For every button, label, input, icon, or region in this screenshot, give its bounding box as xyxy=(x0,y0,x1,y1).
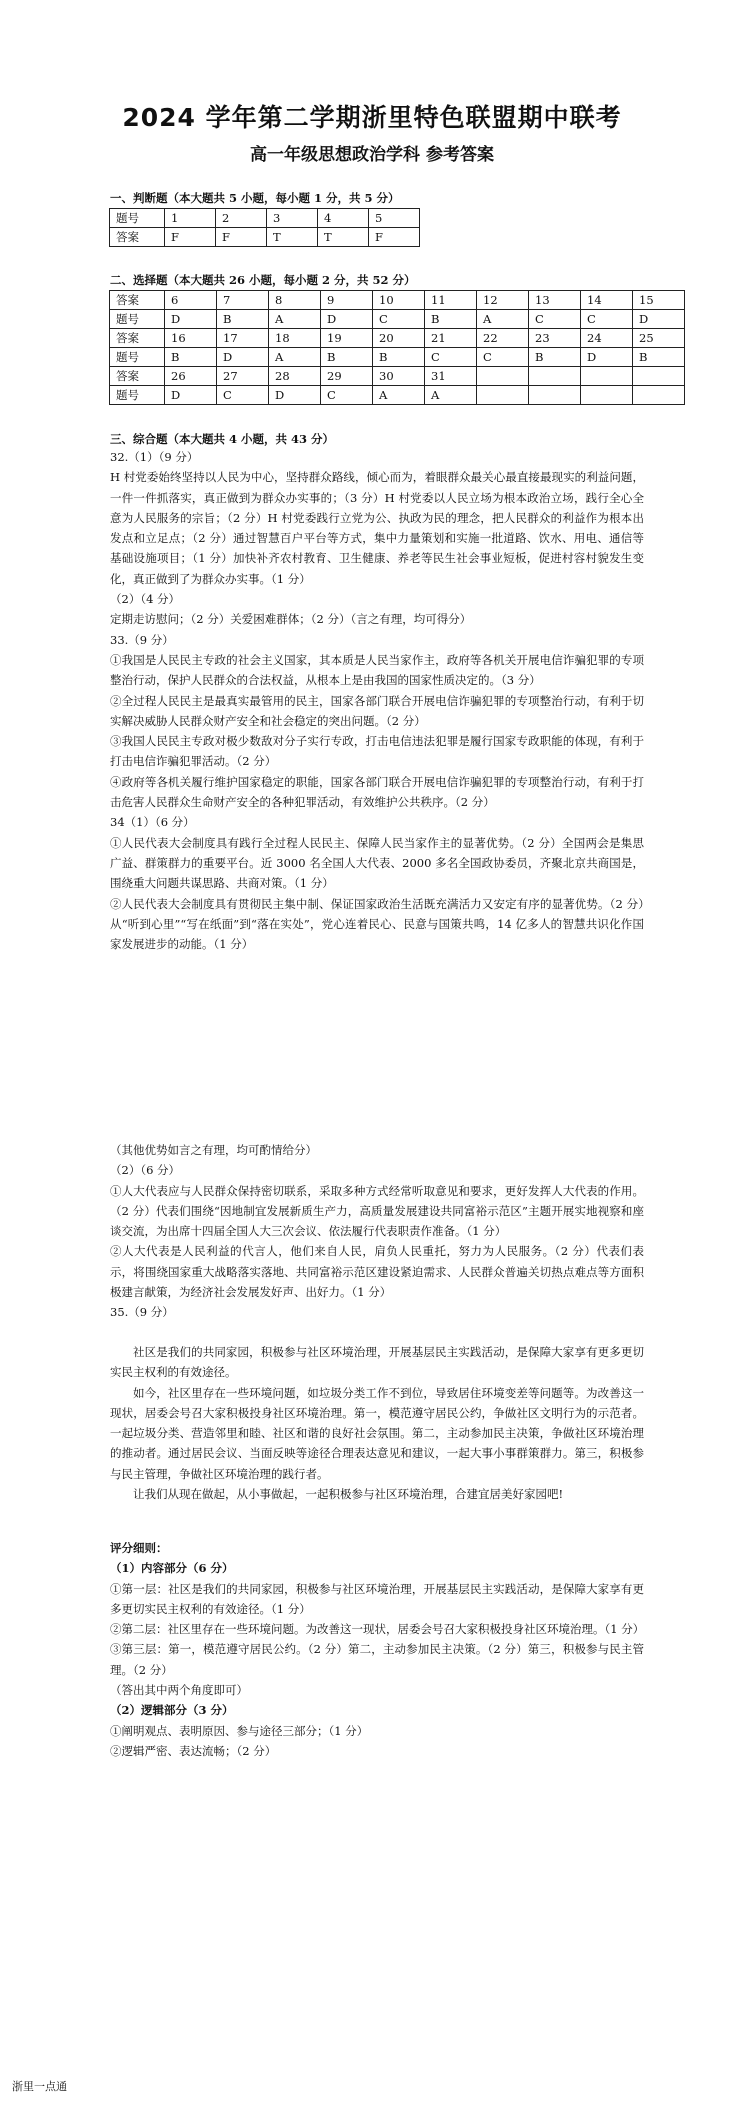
choice-table xyxy=(109,290,685,405)
rubric-logic-title: （2）逻辑部分（3 分） xyxy=(110,1703,234,1718)
table-cell: 28 xyxy=(269,367,321,386)
paragraph: ①第一层：社区是我们的共同家园，积极参与社区环境治理，开展基层民主实践活动，是保障大家享有更多更切实民主权利的有效途径。（1 分） xyxy=(110,1581,644,1616)
table-cell: C xyxy=(321,386,373,405)
paragraph: 33.（9 分） xyxy=(110,632,174,647)
table-cell: A xyxy=(425,386,477,405)
table-cell: B xyxy=(425,310,477,329)
table-cell: A xyxy=(269,310,321,329)
table-cell: 答案 xyxy=(110,329,165,348)
table-cell: C xyxy=(373,310,425,329)
table-cell: 2 xyxy=(216,209,267,228)
table-cell: C xyxy=(581,310,633,329)
table-cell: C xyxy=(425,348,477,367)
table-cell: C xyxy=(529,310,581,329)
table-cell: D xyxy=(581,348,633,367)
paragraph: （答出其中两个角度即可） xyxy=(110,1683,248,1698)
rubric-heading: 评分细则： xyxy=(110,1541,168,1555)
table-cell: 26 xyxy=(165,367,217,386)
table-cell: 22 xyxy=(477,329,529,348)
table-cell: 14 xyxy=(581,291,633,310)
paragraph: ③第三层：第一，模范遵守居民公约。（2 分）第二，主动参加民主决策。（2 分）第三，积极参与民主管理。（2 分） xyxy=(110,1642,644,1677)
table-cell: 27 xyxy=(217,367,269,386)
table-cell: B xyxy=(321,348,373,367)
table-cell: 12 xyxy=(477,291,529,310)
table-row xyxy=(110,348,685,367)
paragraph: ②全过程人民民主是最真实最管用的民主，国家各部门联合开展电信诈骗犯罪的专项整治行动，有利于切实解决威胁人民群众财产安全和社会稳定的突出问题。（2 分） xyxy=(110,693,644,728)
table-cell: 23 xyxy=(529,329,581,348)
table-row xyxy=(110,386,685,405)
section1-heading: 一、判断题（本大题共 5 小题，每小题 1 分，共 5 分） xyxy=(110,191,400,205)
table-cell: 题号 xyxy=(110,348,165,367)
page-subtitle: 高一年级思想政治学科 参考答案 xyxy=(250,145,494,165)
table-cell: 24 xyxy=(581,329,633,348)
table-cell xyxy=(633,367,685,386)
table-cell: 16 xyxy=(165,329,217,348)
paragraph: ①阐明观点、表明原因、参与途径三部分；（1 分） xyxy=(110,1723,369,1738)
paragraph: ②逻辑严密、表达流畅；（2 分） xyxy=(110,1743,277,1758)
paragraph: ②人大代表是人民利益的代言人，他们来自人民，肩负人民重托，努力为人民服务。（2 分）代表们表示，将围绕国家重大战略落实落地、共同富裕示范区建设紧迫需求、人民群众普遍关切热点难点等方面积极建言献策，为经济社会发展发好声、出好力。（1 分） xyxy=(110,1244,644,1300)
table-cell xyxy=(581,386,633,405)
table-cell: 13 xyxy=(529,291,581,310)
table-cell: 1 xyxy=(165,209,216,228)
rubric-content-title: （1）内容部分（6 分） xyxy=(110,1561,234,1576)
table-cell: T xyxy=(267,228,318,247)
paragraph: 34（1）（6 分） xyxy=(110,815,195,830)
table-cell: 题号 xyxy=(110,310,165,329)
paragraph: 35.（9 分） xyxy=(110,1305,174,1320)
paragraph: （2）（6 分） xyxy=(110,1163,181,1178)
paragraph: 32.（1）（9 分） xyxy=(110,450,199,464)
paragraph: 社区是我们的共同家园，积极参与社区环境治理，开展基层民主实践活动，是保障大家享有更多更切实民主权利的有效途径。 xyxy=(110,1345,644,1380)
section2-heading: 二、选择题（本大题共 26 小题，每小题 2 分，共 52 分） xyxy=(110,273,416,287)
table-row xyxy=(110,291,685,310)
table-cell: 17 xyxy=(217,329,269,348)
essay xyxy=(110,1342,644,1504)
table-cell: 6 xyxy=(165,291,217,310)
table-cell xyxy=(529,386,581,405)
table-cell: B xyxy=(529,348,581,367)
paragraph: ②第二层：社区里存在一些环境问题。为改善这一现状，居委会号召大家积极投身社区环境治理。（1 分） xyxy=(110,1622,645,1637)
table-cell: 答案 xyxy=(110,228,165,247)
table-cell: D xyxy=(165,310,217,329)
table-cell: 8 xyxy=(269,291,321,310)
table-cell: A xyxy=(477,310,529,329)
table-cell: 19 xyxy=(321,329,373,348)
paragraph: ①我国是人民民主专政的社会主义国家，其本质是人民当家作主，政府等各机关开展电信诈骗犯罪的专项整治行动，保护人民群众的合法权益，从根本上是由我国的国家性质决定的。（3 分） xyxy=(110,652,644,688)
table-cell xyxy=(477,367,529,386)
paragraph: ④政府等各机关履行维护国家稳定的职能，国家各部门联合开展电信诈骗犯罪的专项整治行动，有利于打击危害人民群众生命财产安全的各种犯罪活动，有效维护公共秩序。（2 分） xyxy=(110,774,644,810)
paragraph: ①人民代表大会制度具有践行全过程人民民主、保障人民当家作主的显著优势。（2 分）全国两会是集思广益、群策群力的重要平台。近 3000 名全国人大代表、2000 多名全国政协委员，齐聚北京共商国是，围绕重大问题共谋思路、共商对策。（1 分） xyxy=(110,835,644,891)
judgment-table xyxy=(109,208,420,247)
table-cell: F xyxy=(165,228,216,247)
table-row xyxy=(110,329,685,348)
table-cell: 21 xyxy=(425,329,477,348)
table-cell: T xyxy=(318,228,369,247)
table-cell: 15 xyxy=(633,291,685,310)
table-row xyxy=(110,310,685,329)
table-cell xyxy=(581,367,633,386)
table-cell: 4 xyxy=(318,209,369,228)
table-cell: 18 xyxy=(269,329,321,348)
table-cell: A xyxy=(373,386,425,405)
answers-part2 xyxy=(110,1140,644,1323)
table-cell: D xyxy=(217,348,269,367)
answers-part1 xyxy=(110,447,644,954)
table-cell: B xyxy=(373,348,425,367)
paragraph: 定期走访慰问；（2 分）关爱困难群体；（2 分）（言之有理，均可得分） xyxy=(110,612,472,627)
table-cell: 5 xyxy=(369,209,420,228)
table-cell: B xyxy=(165,348,217,367)
paragraph: ②人民代表大会制度具有贯彻民主集中制、保证国家政治生活既充满活力又安定有序的显著优势。（2 分）从“听到心里”“写在纸面”到“落在实处”，党心连着民心、民意与国策共鸣，14 亿多人的智慧共识化作国家发展进步的动能。（1 分） xyxy=(110,896,644,952)
table-cell: 题号 xyxy=(110,386,165,405)
table-cell: 答案 xyxy=(110,291,165,310)
table-cell: F xyxy=(369,228,420,247)
table-cell: B xyxy=(217,310,269,329)
table-cell: 30 xyxy=(373,367,425,386)
table-cell: 题号 xyxy=(110,209,165,228)
table-cell: D xyxy=(633,310,685,329)
footer-text: 浙里一点通 xyxy=(12,2080,67,2093)
table-cell: 11 xyxy=(425,291,477,310)
table-cell xyxy=(633,386,685,405)
table-cell: C xyxy=(217,386,269,405)
paragraph: H 村党委始终坚持以人民为中心，坚持群众路线，倾心而为，着眼群众最关心最直接最现实的利益问题，一件一件抓落实，真正做到为群众办实事的；（3 分）H 村党委以人民立场为根本政治立场，践行全心全意为人民服务的宗旨；（2 分）H 村党委践行立党为公、执政为民的理念，把人民群众的利益作为根本出发点和立足点；（2 分）通过智慧百户平台等方式，集中力量策划和实施一批道路、饮水、用电、通信等基础设施项目；（1 分）加快补齐农村教育、卫生健康、养老等民生社会事业短板，促进村容村貌发生变化，真正做到了为群众办实事。（1 分） xyxy=(110,470,644,586)
table-cell: 10 xyxy=(373,291,425,310)
paragraph: 让我们从现在做起，从小事做起，一起积极参与社区环境治理，合建宜居美好家园吧! xyxy=(133,1487,564,1502)
table-row xyxy=(110,228,420,247)
paragraph: （2）（4 分） xyxy=(110,592,181,607)
table-cell xyxy=(529,367,581,386)
table-cell: 20 xyxy=(373,329,425,348)
table-cell: A xyxy=(269,348,321,367)
paragraph: ①人大代表应与人民群众保持密切联系，采取多种方式经常听取意见和要求，更好发挥人大代表的作用。（2 分）代表们围绕“因地制宜发展新质生产力，高质量发展建设共同富裕示范区”主题开展实地视察和座谈交流，为出席十四届全国人大三次会议、依法履行代表职责作准备。（1 分） xyxy=(110,1183,644,1239)
rubric xyxy=(110,1538,644,1761)
table-cell: 25 xyxy=(633,329,685,348)
page-title: 2024 学年第二学期浙里特色联盟期中联考 xyxy=(122,103,622,132)
paragraph: （其他优势如言之有理，均可酌情给分） xyxy=(110,1143,317,1157)
table-cell: D xyxy=(165,386,217,405)
table-cell: B xyxy=(633,348,685,367)
table-cell: C xyxy=(477,348,529,367)
table-cell: D xyxy=(321,310,373,329)
table-cell: F xyxy=(216,228,267,247)
table-cell xyxy=(477,386,529,405)
table-row xyxy=(110,367,685,386)
table-cell: 7 xyxy=(217,291,269,310)
table-cell: D xyxy=(269,386,321,405)
table-row xyxy=(110,209,420,228)
paragraph: 如今，社区里存在一些环境问题，如垃圾分类工作不到位，导致居住环境变差等问题等。为改善这一现状，居委会号召大家积极投身社区环境治理。第一，模范遵守居民公约，争做社区文明行为的示范者。一起垃圾分类、营造邻里和睦、社区和谐的良好社会氛围。第二，主动参加民主决策，争做社区环境治理的推动者。通过居民会议、当面反映等途径合理表达意见和建议，一起大事小事群策群力。第三，积极参与民主管理，争做社区环境治理的践行者。 xyxy=(110,1385,644,1481)
paragraph: ③我国人民民主专政对极少数敌对分子实行专政，打击电信违法犯罪是履行国家专政职能的体现，有利于打击电信诈骗犯罪活动。（2 分） xyxy=(110,734,644,769)
section3-heading: 三、综合题（本大题共 4 小题，共 43 分） xyxy=(110,432,335,446)
table-cell: 3 xyxy=(267,209,318,228)
table-cell: 9 xyxy=(321,291,373,310)
table-cell: 29 xyxy=(321,367,373,386)
table-cell: 答案 xyxy=(110,367,165,386)
table-cell: 31 xyxy=(425,367,477,386)
